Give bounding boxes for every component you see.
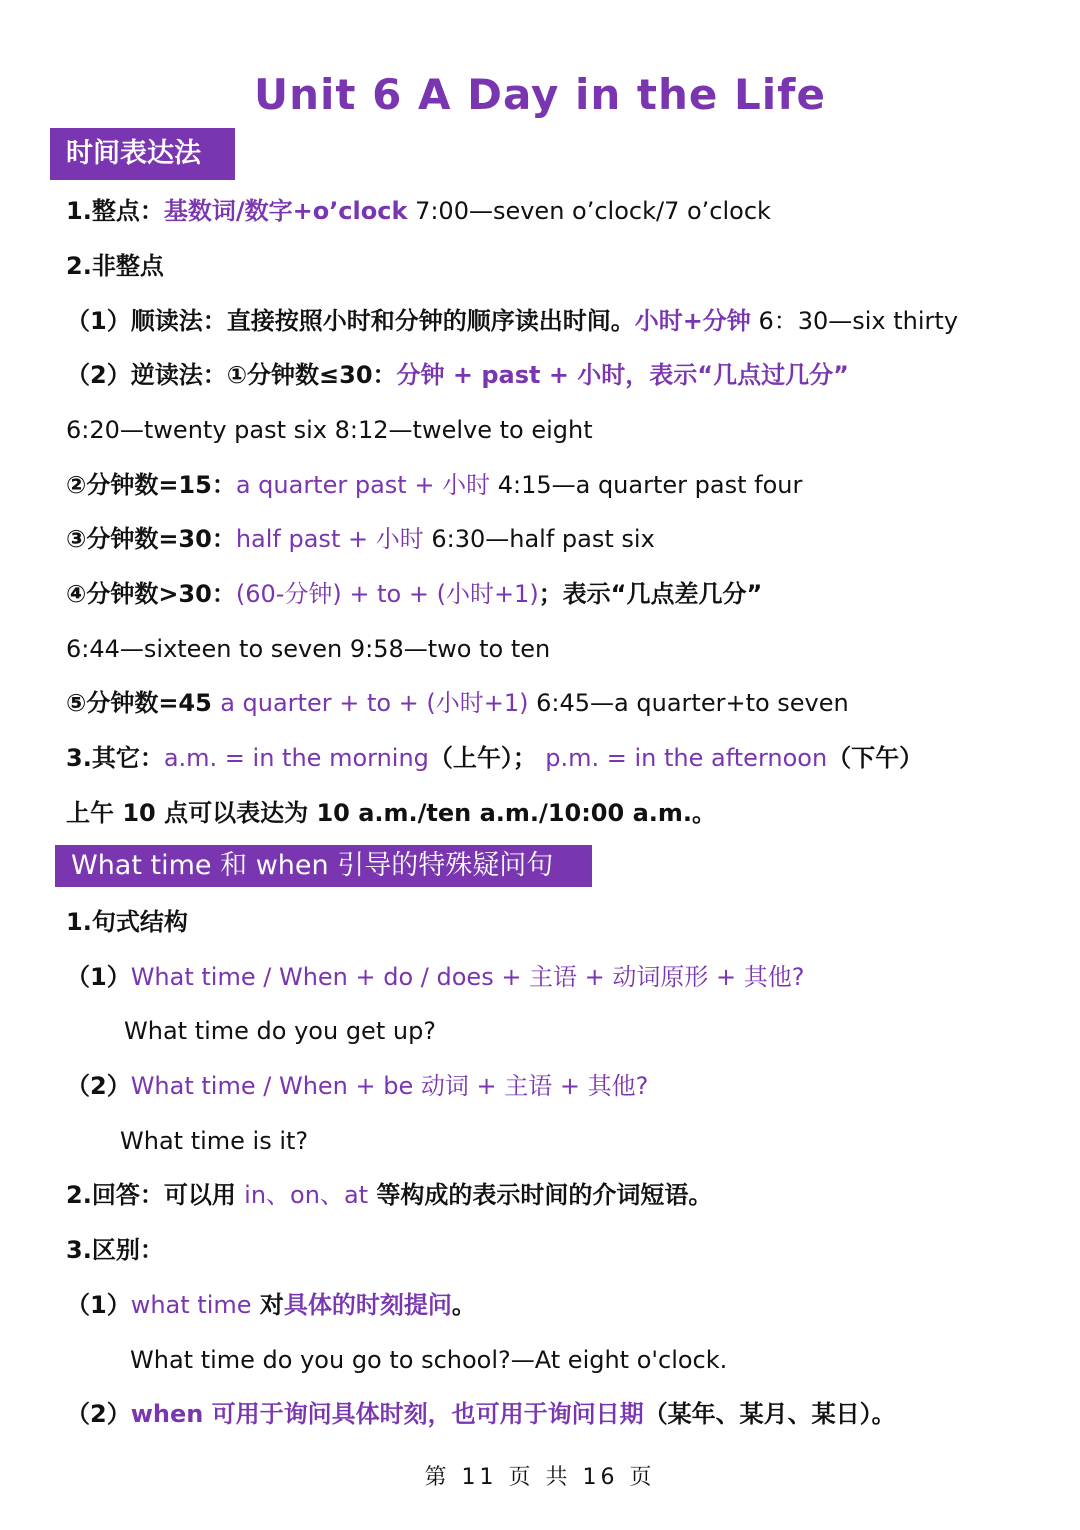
example-line-past-to: 6:20—twenty past six 8:12—twelve to eight	[66, 416, 593, 444]
rule-line-am-pm: 3.其它：a.m. = in the morning（上午）； p.m. = in the afternoon（下午）	[66, 744, 924, 772]
rule-line-what-time-usage: （1）what time 对具体的时刻提问。	[66, 1291, 476, 1319]
section-header-what-time-when: What time 和 when 引导的特殊疑问句	[55, 845, 592, 887]
rule-line-structure: 1.句式结构	[66, 908, 188, 936]
rule-line-quarter-to: ⑤分钟数=45 a quarter + to + (小时+1) 6:45—a quarter+to seven	[66, 689, 849, 717]
rule-line-when-usage: （2）when 可用于询问具体时刻，也可用于询问日期（某年、某月、某日）。	[66, 1400, 896, 1428]
rule-line-oclock: 1.整点：基数词/数字+o’clock 7:00—seven o’clock/7 o’clock	[66, 197, 771, 225]
page-number-footer: 第 11 页 共 16 页	[424, 1465, 656, 1490]
rule-line-to: ④分钟数>30：(60-分钟) + to + (小时+1)；表示“几点差几分”	[66, 580, 763, 608]
example-line-get-up: What time do you get up?	[124, 1017, 437, 1045]
page-title: Unit 6 A Day in the Life	[254, 70, 826, 119]
rule-line-quarter-past: ②分钟数=15：a quarter past + 小时 4:15—a quarter past four	[66, 471, 803, 499]
rule-line-structure-be: （2）What time / When + be 动词 + 主语 + 其他?	[66, 1072, 649, 1100]
rule-line-non-oclock: 2.非整点	[66, 252, 164, 280]
example-line-what-time-is-it: What time is it?	[120, 1127, 309, 1155]
example-line-go-to-school: What time do you go to school?—At eight o'clock.	[130, 1346, 728, 1374]
example-line-10am: 上午 10 点可以表达为 10 a.m./ten a.m./10:00 a.m.。	[66, 799, 717, 827]
rule-line-structure-do: （1）What time / When + do / does + 主语 + 动词原形 + 其他?	[66, 963, 805, 991]
section-header-time-expressions: 时间表达法	[50, 128, 235, 180]
rule-line-difference: 3.区别：	[66, 1236, 164, 1264]
rule-line-half-past: ③分钟数=30：half past + 小时 6:30—half past six	[66, 525, 655, 553]
rule-line-reverse-reading: （2）逆读法：①分钟数≤30：分钟 + past + 小时，表示“几点过几分”	[66, 361, 849, 389]
example-line-to: 6:44—sixteen to seven 9:58—two to ten	[66, 635, 551, 663]
rule-line-forward-reading: （1）顺读法：直接按照小时和分钟的顺序读出时间。小时+分钟 6：30—six thirty	[66, 307, 959, 335]
rule-line-answer: 2.回答：可以用 in、on、at 等构成的表示时间的介词短语。	[66, 1181, 713, 1209]
